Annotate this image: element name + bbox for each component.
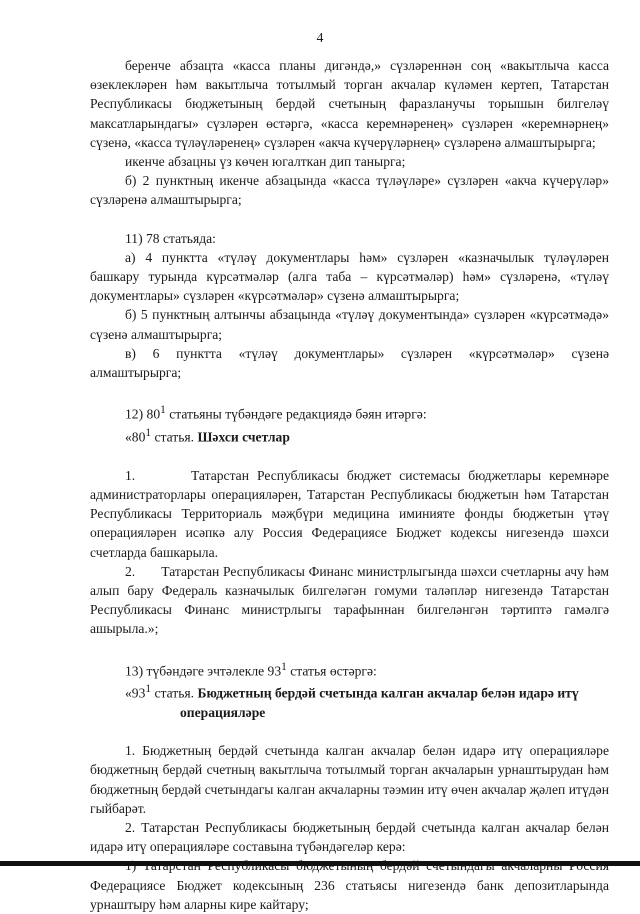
numbered-paragraph: 1. Бюджетның бердәй счетында калган акчалар белән идарә итү операцияләре бюджетның бердәй счетның вакытлыча тотылмый торган акчаларын урнаштырудан һәм бюджетның бердәй счетындагы калган акчаларны тәэмин итү өчен акчалар җәлеп итүдән гыйбарәт. — [90, 743, 609, 816]
superscript: 1 — [145, 683, 152, 696]
article-title — [90, 424, 609, 447]
heading-text: статья өстәргә: — [286, 663, 377, 679]
heading-text: 13) түбәндәге эчтәлекле 93 — [125, 663, 282, 679]
numbered-paragraph: Федерациясе Бюджет кодексының 236 статьясы нигезендә банк депозитларында урнаштыру һәм аларны кире кайтару; — [90, 877, 609, 912]
section-heading — [90, 658, 609, 681]
scan-bottom-edge — [0, 861, 640, 866]
heading-text: статьяны түбәндәге редакциядә бәян итәргә: — [165, 406, 427, 422]
document-body — [90, 56, 609, 914]
numbered-paragraph: 2. Татарстан Республикасы Финанс министрлыгында шәхси счетларны ачу һәм алып бару Федераль казначылык билгеләгән гомуми таләпләр нигезендә Татарстан Республикасы Финанс министрлыгы тарафыннан билгеләнгән тәртиптә гамәлгә ашырыла.»; — [90, 563, 609, 637]
paragraph: а) 4 пунктта «түләү документлары һәм» сүзләрен «казначылык түләүләрен башкару турында күрсәтмәләр (алга таба – күрсәтмәләр) һәм» сүзләренә, «түләү документлары» сүзләрен «күрсәтмәләр» сүзенә алмаштырырга; — [90, 249, 609, 304]
article-name: Шәхси счетлар — [197, 429, 290, 445]
superscript: 1 — [281, 660, 287, 673]
paragraph: б) 2 пунктның икенче абзацында «касса түләүләре» сүзләрен «акча күчерүләр» сүзләренә алмаштырырга; — [90, 173, 609, 208]
article-name: Бюджетның бердәй счетында калган акчалар белән идарә итү операцияләре — [180, 685, 579, 721]
paragraph: б) 5 пунктның алтынчы абзацында «түләү документында» сүзләрен «күрсәтмәдә» сүзенә алмаштырырга; — [90, 307, 609, 342]
paragraph: беренче абзацта «касса планы дигәндә,» сүзләреннән соң «вакытлыча касса өзеклекләрен һәм вакытлыча тотылмый торган акчалар күләмен кертеп, Татарстан Республикасы бюджетының бердәй счетының фаразланучы торышын билгеләү максатларындагы» сүзләрен өстәргә, «касса керемнәренең» сүзләрен «керемнәрнең» сүзенә, «касса түләүләренең» сүзләрен «акча күчерүләрнең» сүзләренә алмаштырырга; — [90, 58, 609, 150]
superscript: 1 — [145, 426, 152, 439]
article-label: статья. — [151, 429, 198, 445]
numbered-paragraph: 2. Татарстан Республикасы бюджетының бердәй счетында калган акчалар белән идарә итү операцияләре составына түбәндәгеләр керә: — [90, 820, 609, 855]
heading-text: 12) 80 — [125, 406, 161, 422]
section-heading — [90, 401, 609, 424]
article-label: статья. — [151, 685, 198, 701]
superscript: 1 — [160, 404, 166, 417]
article-number: «80 — [125, 429, 146, 445]
article-number: «93 — [125, 685, 146, 701]
page-number: 4 — [316, 30, 324, 45]
article-title — [90, 680, 609, 722]
section-heading: 11) 78 статьяда: — [125, 230, 216, 246]
paragraph: в) 6 пунктта «түләү документлары» сүзләрен «күрсәтмәләр» сүзенә алмаштырырга; — [90, 345, 609, 381]
numbered-paragraph: 1. Татарстан Республикасы бюджет системасы бюджетлары керемнәре администраторлары операцияләрен, Татарстан Республикасы бюджетын һәм Татарстан Республикасы Территориаль мәҗбүри медицина иминияте фонды бюджетын үтәү операцияләрен исәпкә алу Россия Федерациясе Бюджет кодексы нигезендә шәхси счетларда башкарыла. — [90, 467, 609, 560]
paragraph: икенче абзацны үз көчен югалткан дип танырга; — [125, 154, 406, 170]
